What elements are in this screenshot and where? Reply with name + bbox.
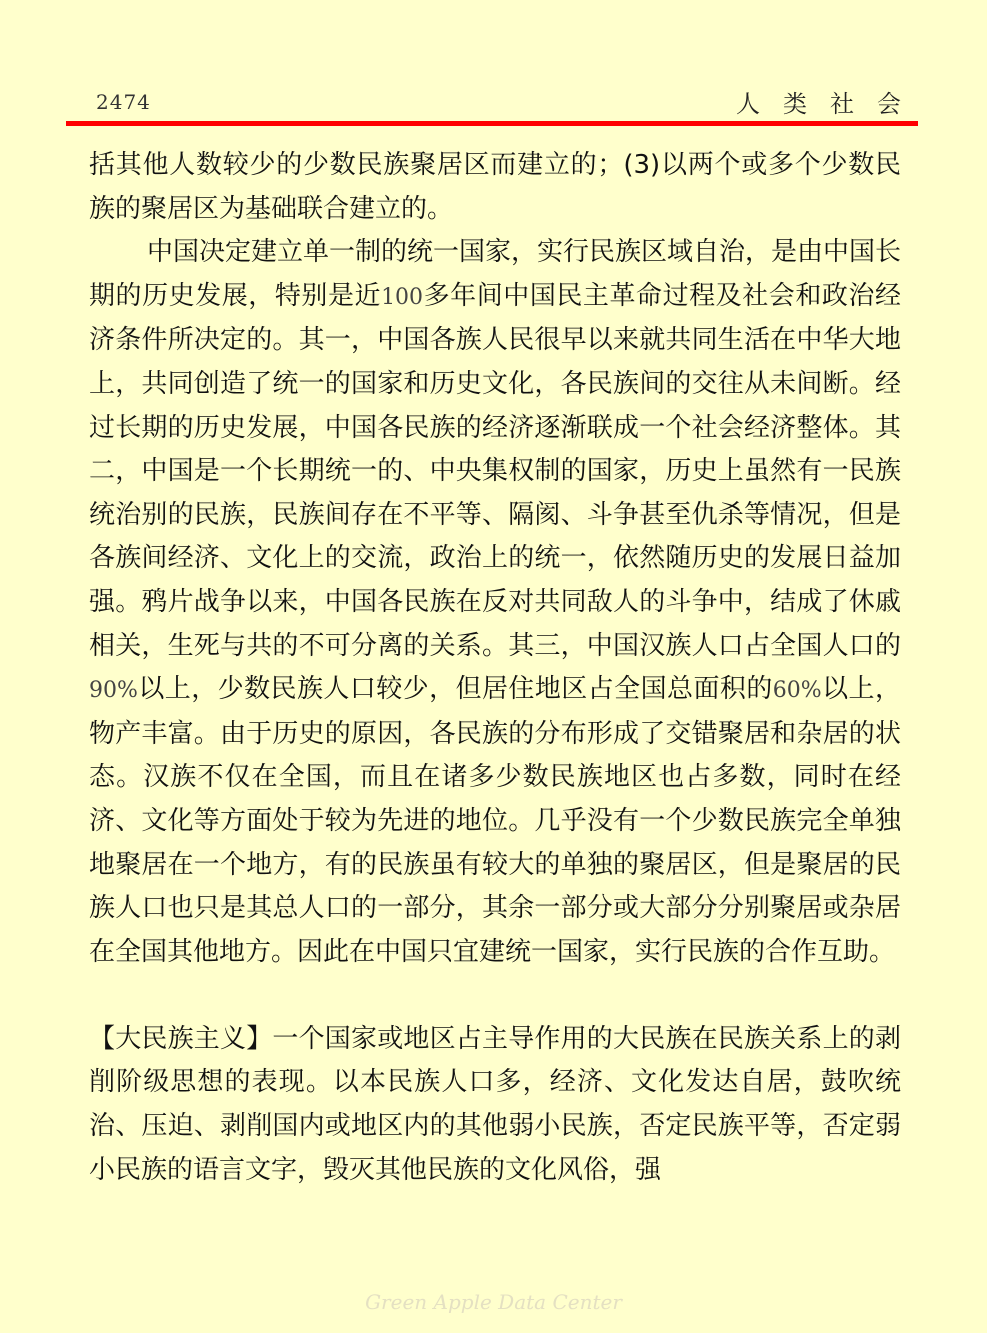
running-title: 人类社会: [736, 90, 924, 118]
continued-paragraph: [89, 144, 901, 231]
header-rule: [66, 121, 918, 126]
dictionary-entry: [89, 1018, 901, 1192]
page-number: 2474: [96, 90, 151, 114]
paragraph-text: 括其他人数较少的少数民族聚居区而建立的；(3)以两个或多个少数民族的聚居区为基础联合建立的。: [89, 150, 901, 224]
paragraph-text: 以上，少数民族人口较少，但居住地区占全国总面积的: [137, 674, 773, 705]
page-header: [90, 80, 924, 118]
entry-term: 【大民族主义】: [89, 1023, 273, 1054]
number-100: 100: [381, 284, 424, 310]
paragraph-unitary-state: [89, 231, 901, 974]
paragraph-text: 多年间中国民主革命过程及社会和政治经济条件所决定的。其一，中国各族人民很早以来就共同生活在中华大地上，共同创造了统一的国家和历史文化，各民族间的交往从未间断。经过长期的历史发展，中国各民族的经济逐渐联成一个社会经济整体。其二，中国是一个长期统一的、中央集权制的国家，历史上虽然有一民族统治别的民族，民族间存在不平等、隔阂、斗争甚至仇杀等情况，但是各族间经济、文化上的交流，政治上的统一，依然随历史的发展日益加强。鸦片战争以来，中国各民族在反对共同敌人的斗争中，结成了休戚相关，生死与共的不可分离的关系。其三，中国汉族人口占全国人口的: [89, 280, 901, 661]
paragraph-text: 中国决定建立单一制的统一国家，实行民族区域自治，是由中国长期的历史发展，特别是近: [89, 237, 902, 311]
percent-60: 60%: [772, 678, 822, 704]
entry-definition: 一个国家或地区占主导作用的大民族在民族关系上的剥削阶级思想的表现。以本民族人口多，经济、文化发达自居，鼓吹统治、压迫、剥削国内或地区内的其他弱小民族，否定民族平等，否定弱小民族的语言文字，毁灭其他民族的文化风俗，强: [89, 1023, 901, 1185]
percent-90: 90%: [89, 678, 138, 704]
page-body: [89, 144, 901, 1192]
paragraph-text: 以上，物产丰富。由于历史的原因，各民族的分布形成了交错聚居和杂居的状态。汉族不仅在全国，而且在诸多少数民族地区也占多数，同时在经济、文化等方面处于较为先进的地位。几乎没有一个少数民族完全单独地聚居在一个地方，有的民族虽有较大的单独的聚居区，但是聚居的民族人口也只是其总人口的一部分，其余一部分或大部分分别聚居或杂居在全国其他地方。因此在中国只宜建统一国家，实行民族的合作互助。: [89, 674, 901, 967]
watermark: Green Apple Data Center: [365, 1290, 622, 1314]
